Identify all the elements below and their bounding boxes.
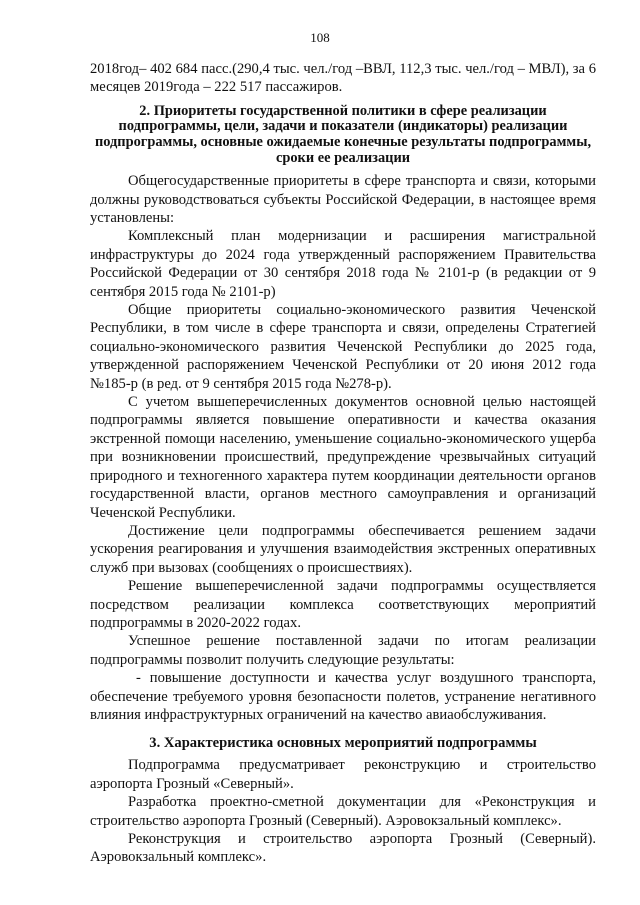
paragraph-goal-achievement: Достижение цели подпрограммы обеспечивается решением задачи ускорения реагирования и улучшения взаимодействия экстренных оперативных служб при вызовах (сообщениях о происшествиях). [90, 522, 596, 576]
paragraph-modernization-plan: Комплексный план модернизации и расширения магистральной инфраструктуры до 2024 года утвержденный распоряжением Правительства Российской Федерации от 30 сентября 2018 года № 2101-р (в редакции от 9 сентября 2015 года № 2101-р) [90, 228, 596, 300]
paragraph-result-item: - повышение доступности и качества услуг воздушного транспорта, обеспечение требуемого уровня безопасности полетов, устранение негативного влияния инфраструктурных ограничений на качество авиаобслуживания. [90, 670, 596, 723]
paragraph-design-docs: Разработка проектно-сметной документации для «Реконструкция и строительство аэропорта Грозный (Северный). Аэровокзальный комплекс». [90, 794, 596, 829]
page-number: 108 [310, 30, 330, 45]
paragraph-terminal-complex: Реконструкция и строительство аэропорта Грозный (Северный). Аэровокзальный комплекс». [90, 831, 596, 866]
document-body [90, 60, 596, 867]
paragraph-priorities: Общегосударственные приоритеты в сфере транспорта и связи, которыми должны руководствоваться субъекты Российской Федерации, в настоящее время установлены: [90, 173, 596, 226]
paragraph-expected-results: Успешное решение поставленной задачи по итогам реализации подпрограммы позволит получить следующие результаты: [90, 633, 596, 668]
paragraph-main-goal: С учетом вышеперечисленных документов основной целью настоящей подпрограммы является повышение оперативности и качества оказания экстренной помощи населению, уменьшение социально-экономического ущерба при возникновении происшествий, предупреждение чрезвычайных ситуаций природного и техногенного характера путем координации деятельности органов государственной власти, органов местного самоуправления и организаций Чеченской Республики. [90, 394, 596, 521]
paragraph-task-solution: Решение вышеперечисленной задачи подпрограммы осуществляется посредством реализации комплекса соответствующих мероприятий подпрограммы в 2020-2022 годах. [90, 578, 596, 631]
paragraph-reconstruction: Подпрограмма предусматривает реконструкцию и строительство аэропорта Грозный «Северный». [90, 757, 596, 792]
section-heading-2: 2. Приоритеты государственной политики в сфере реализации подпрограммы, цели, задачи и показатели (индикаторы) реализации подпрограммы, основные ожидаемые конечные результаты подпрограммы, сроки ее реализации [94, 102, 592, 166]
paragraph-regional-priorities: Общие приоритеты социально-экономического развития Чеченской Республики, в том числе в сфере транспорта и связи, определены Стратегией социально-экономического развития Чеченской Республики до 2025 года, утвержденной распоряжением Чеченской Республики от 20 июня 2012 года №185-р (в ред. от 9 сентября 2015 года №278-р). [90, 302, 596, 392]
paragraph-passenger-stats: 2018год– 402 684 пасс.(290,4 тыс. чел./год –ВВЛ, 112,3 тыс. чел./год – МВЛ), за 6 месяцев 2019года – 222 517 пассажиров. [90, 61, 596, 96]
section-heading-3: 3. Характеристика основных мероприятий подпрограммы [149, 735, 537, 752]
